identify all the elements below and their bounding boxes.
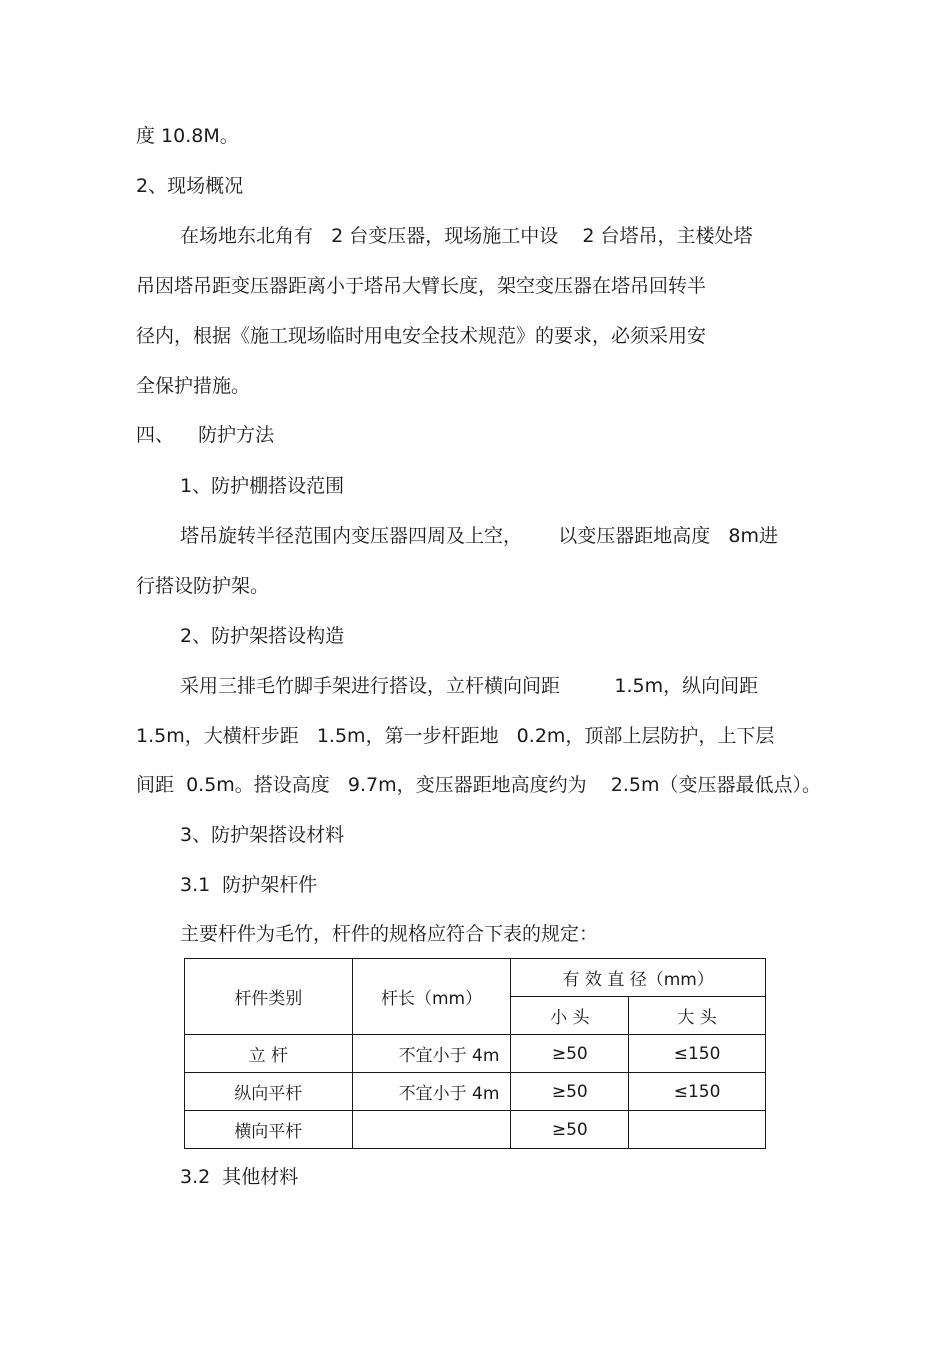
cell-large: ≤150 <box>629 1035 766 1073</box>
section-heading: 四、 防护方法 <box>136 424 275 446</box>
cell-small: ≥50 <box>511 1073 629 1111</box>
table-row <box>185 1035 766 1073</box>
cell-small: ≥50 <box>511 1111 629 1149</box>
cell-large: ≤150 <box>629 1073 766 1111</box>
subsection-heading: 3、防护架搭设材料 <box>180 824 345 846</box>
cell-small: ≥50 <box>511 1035 629 1073</box>
paragraph-line: 径内，根据《施工现场临时用电安全技术规范》的要求，必须采用安 <box>136 325 707 347</box>
paragraph-line: 间距 0.5m。搭设高度 9.7m，变压器距地高度约为 2.5m（变压器最低点）。 <box>136 774 822 796</box>
subsection-heading: 3.2 其他材料 <box>180 1166 299 1188</box>
cell-category: 纵向平杆 <box>185 1073 353 1111</box>
paragraph-line: 全保护措施。 <box>136 375 251 397</box>
spec-table <box>184 958 766 1149</box>
table-header-row <box>185 959 766 997</box>
paragraph-line: 塔吊旋转半径范围内变压器四周及上空， 以变压器距地高度 8m进 <box>180 525 778 547</box>
cell-length: 不宜小于 4m <box>352 1035 511 1073</box>
table-row <box>185 1111 766 1149</box>
header-length: 杆长（mm） <box>352 959 511 1035</box>
subsection-heading: 2、防护架搭设构造 <box>180 625 345 647</box>
subsection-heading: 1、防护棚搭设范围 <box>180 475 345 497</box>
header-diameter: 有 效 直 径（mm） <box>511 959 766 997</box>
paragraph-line: 吊因塔吊距变压器距离小于塔吊大臂长度，架空变压器在塔吊回转半 <box>136 275 707 297</box>
cell-category: 横向平杆 <box>185 1111 353 1149</box>
subsection-heading: 3.1 防护架杆件 <box>180 874 318 896</box>
paragraph-line: 1.5m，大横杆步距 1.5m，第一步杆距地 0.2m，顶部上层防护，上下层 <box>136 725 775 747</box>
paragraph-line: 采用三排毛竹脚手架进行搭设，立杆横向间距 1.5m，纵向间距 <box>180 675 759 697</box>
table-row <box>185 1073 766 1111</box>
cell-length <box>352 1111 511 1149</box>
header-large-end: 大 头 <box>629 997 766 1035</box>
paragraph-line: 主要杆件为毛竹，杆件的规格应符合下表的规定： <box>180 923 599 945</box>
paragraph-line: 在场地东北角有 2 台变压器，现场施工中设 2 台塔吊，主楼处塔 <box>180 225 753 247</box>
cell-category: 立 杆 <box>185 1035 353 1073</box>
header-category: 杆件类别 <box>185 959 353 1035</box>
header-small-end: 小 头 <box>511 997 629 1035</box>
cell-length: 不宜小于 4m <box>352 1073 511 1111</box>
paragraph-line: 行搭设防护架。 <box>136 575 270 597</box>
section-heading: 2、现场概况 <box>136 175 244 197</box>
paragraph-line: 度 10.8M。 <box>136 125 239 147</box>
cell-large <box>629 1111 766 1149</box>
